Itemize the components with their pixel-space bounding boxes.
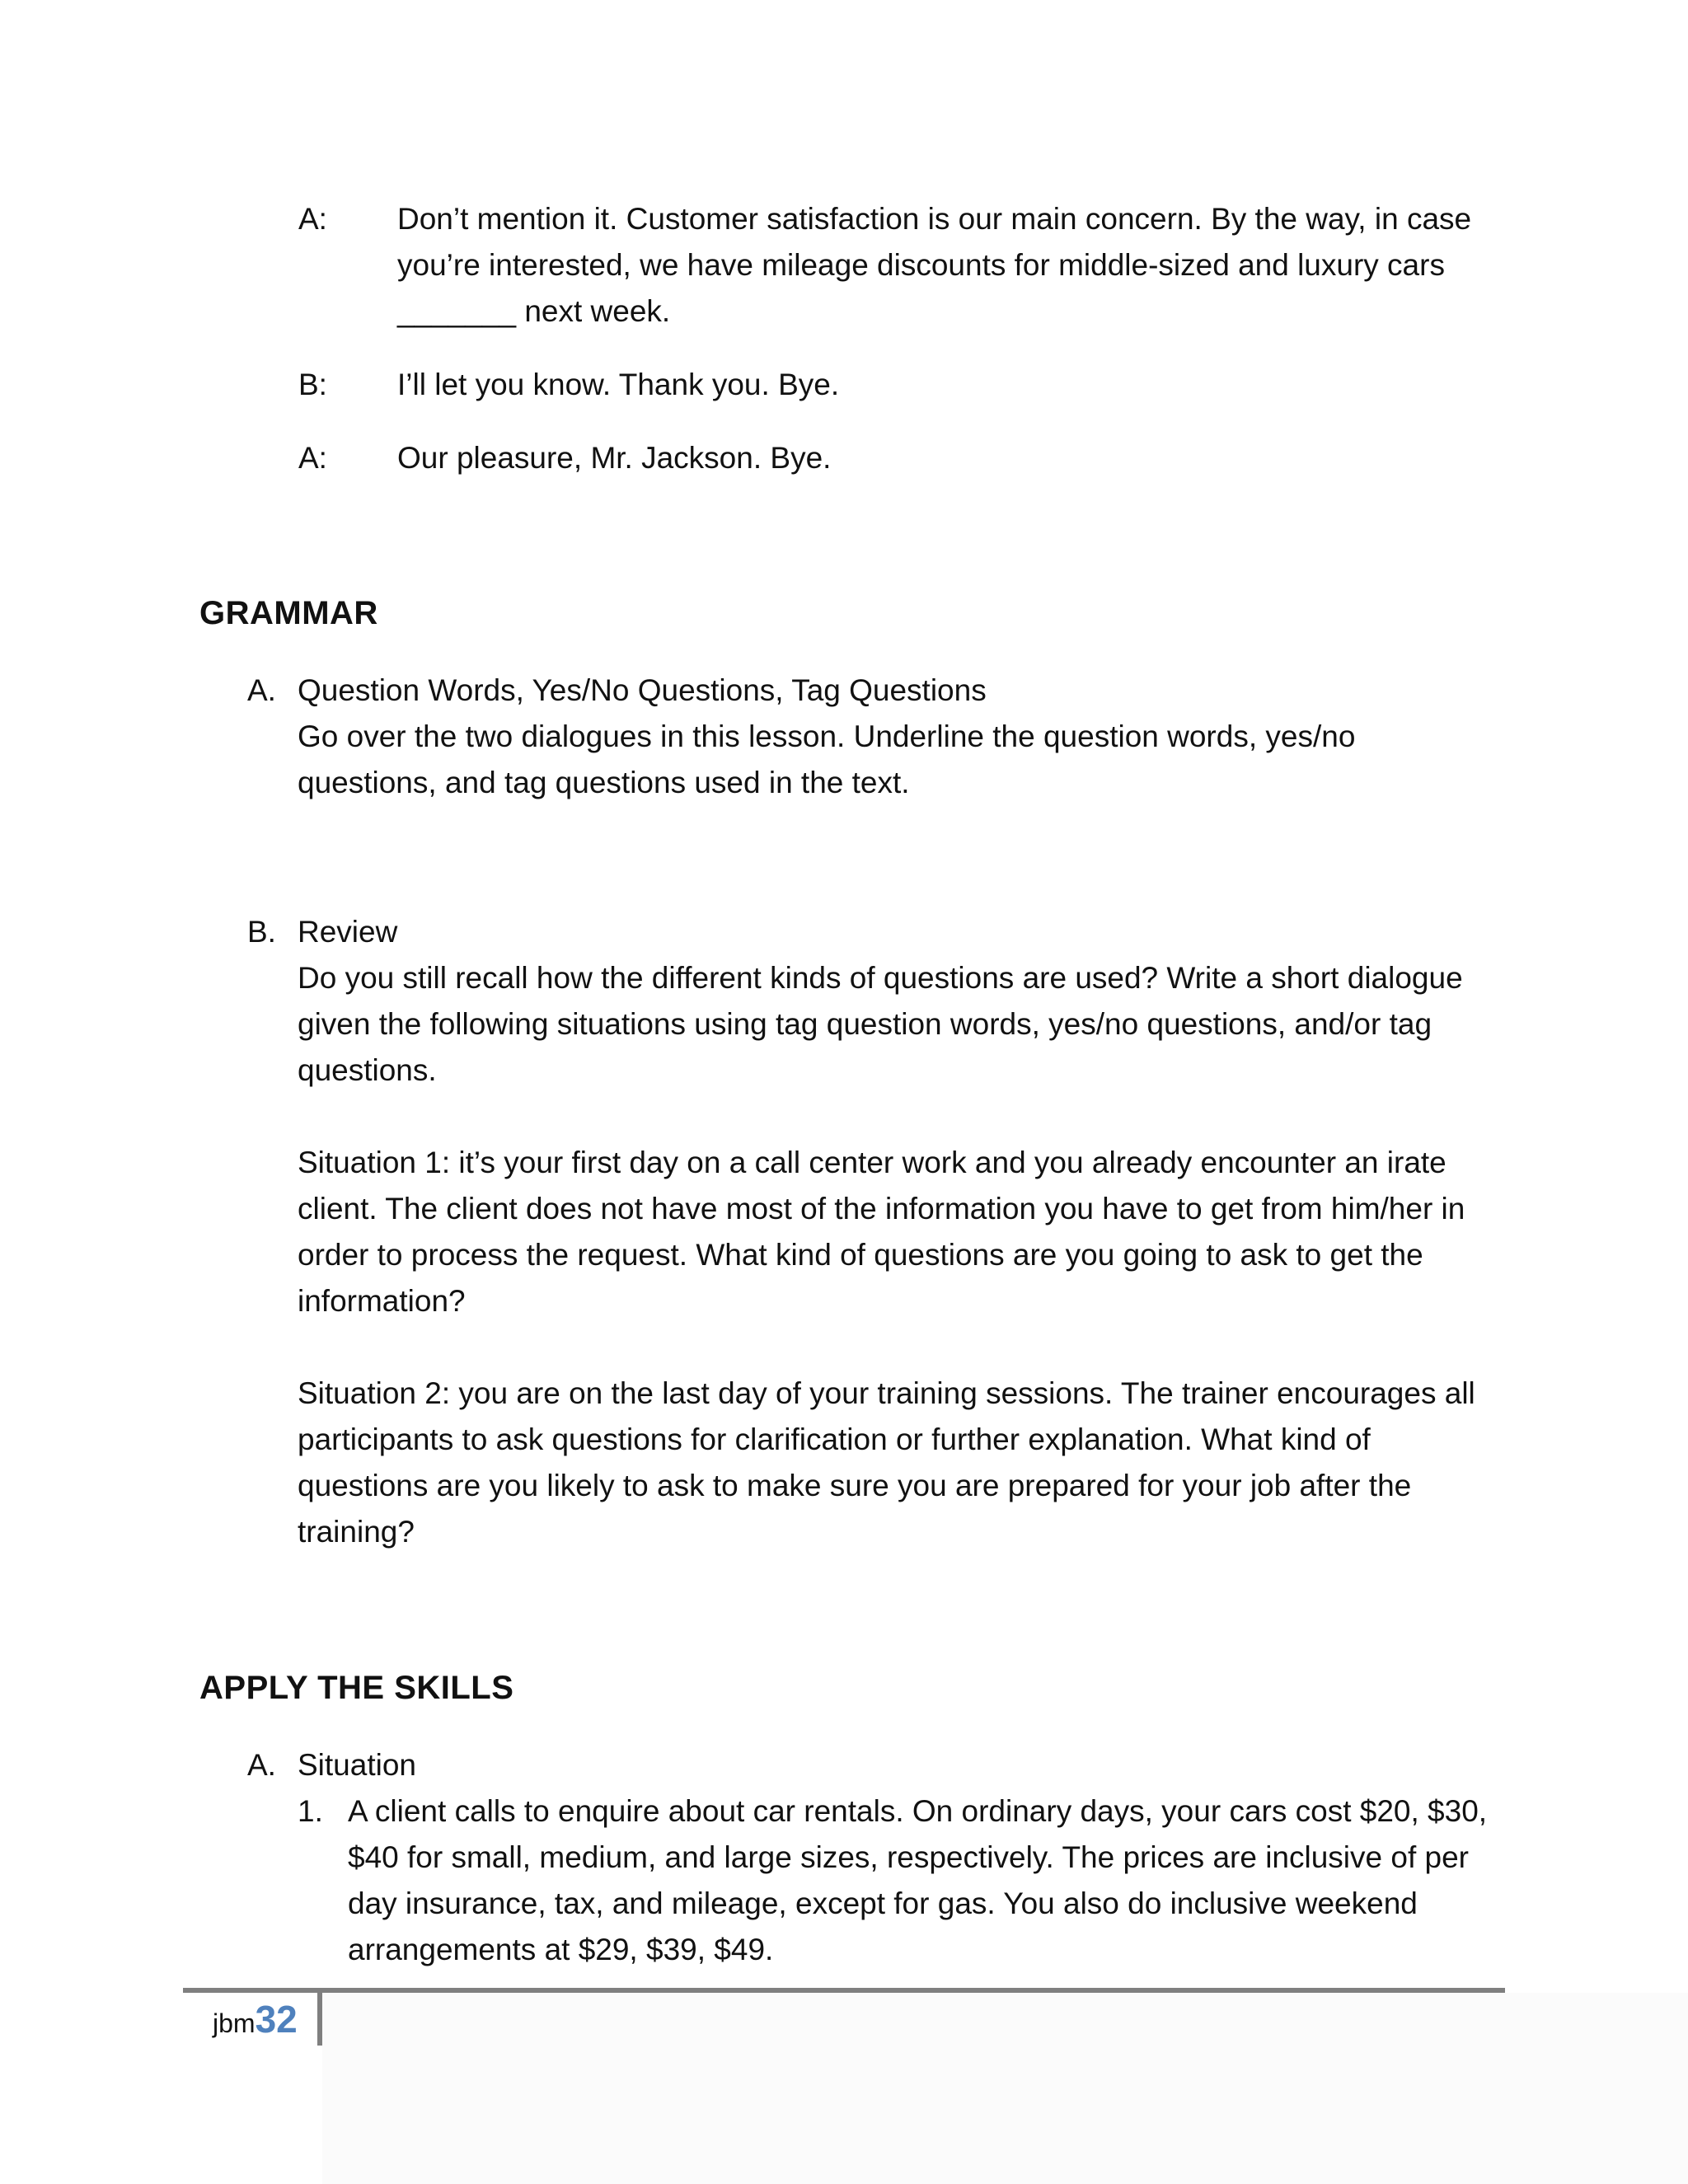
- item-title: Review: [298, 915, 398, 949]
- item-title: Situation: [298, 1748, 416, 1782]
- apply-heading: APPLY THE SKILLS: [199, 1670, 514, 1706]
- dialogue-text: I’ll let you know. Thank you. Bye.: [397, 368, 840, 401]
- list-item-body: [298, 1742, 1492, 1788]
- list-marker: A.: [247, 1748, 276, 1782]
- grammar-item-b: [247, 909, 1492, 1555]
- grammar-item-a: [247, 668, 1492, 806]
- situation-2: Situation 2: you are on the last day of your training sessions. The trainer encourages all participants to ask questions for clarification or further explanation. What kind of questions are you likely to ask to make sure you are prepared for your job after the training?: [298, 1376, 1475, 1549]
- page-number: 32: [255, 1998, 298, 2041]
- dialogue: [298, 196, 1493, 509]
- dialogue-line: [298, 196, 1493, 335]
- list-marker: A.: [247, 673, 276, 707]
- grammar-heading: GRAMMAR: [199, 595, 378, 631]
- footer-divider: [317, 1993, 322, 2046]
- speaker-label: B:: [298, 368, 327, 401]
- page-footer: [213, 1996, 298, 2046]
- dialogue-text: Don’t mention it. Customer satisfaction is our main concern. By the way, in case you’re interested, we have mileage discounts for middle-sized and luxury cars _______ next week.: [397, 202, 1472, 328]
- item-title: Question Words, Yes/No Questions, Tag Questions: [298, 673, 987, 707]
- item-text: Do you still recall how the different kinds of questions are used? Write a short dialogue given the following situations using tag question words, yes/no questions, and/or tag questions.: [298, 961, 1463, 1087]
- dialogue-line: [298, 362, 1493, 408]
- item-text: A client calls to enquire about car rentals. On ordinary days, your cars cost $20, $30, $40 for small, medium, and large sizes, respectively. The prices are inclusive of per day insurance, tax, and mileage, except for gas. You also do inclusive weekend arrangements at $29, $39, $49.: [348, 1794, 1488, 1966]
- speaker-label: A:: [298, 202, 327, 236]
- speaker-label: A:: [298, 441, 327, 475]
- situation-1: Situation 1: it’s your first day on a call center work and you already encounter an irate client. The client does not have most of the information you have to get from him/her in order to process the request. What kind of questions are you going to ask to get the information?: [298, 1146, 1465, 1318]
- dialogue-line: [298, 435, 1493, 481]
- list-marker: B.: [247, 915, 276, 949]
- footer-shade: [322, 1993, 1688, 2184]
- list-item-body: [298, 668, 1492, 806]
- dialogue-text: Our pleasure, Mr. Jackson. Bye.: [397, 441, 832, 475]
- footer-rule: [183, 1988, 1505, 1993]
- apply-item-a: [247, 1742, 1492, 1788]
- list-marker: 1.: [298, 1794, 323, 1828]
- apply-numbered-item: [298, 1788, 1493, 1973]
- footer-prefix: jbm: [213, 2008, 256, 2038]
- list-item-body: [298, 909, 1492, 1555]
- item-text: Go over the two dialogues in this lesson. Underline the question words, yes/no questions, and tag questions used in the text.: [298, 719, 1356, 799]
